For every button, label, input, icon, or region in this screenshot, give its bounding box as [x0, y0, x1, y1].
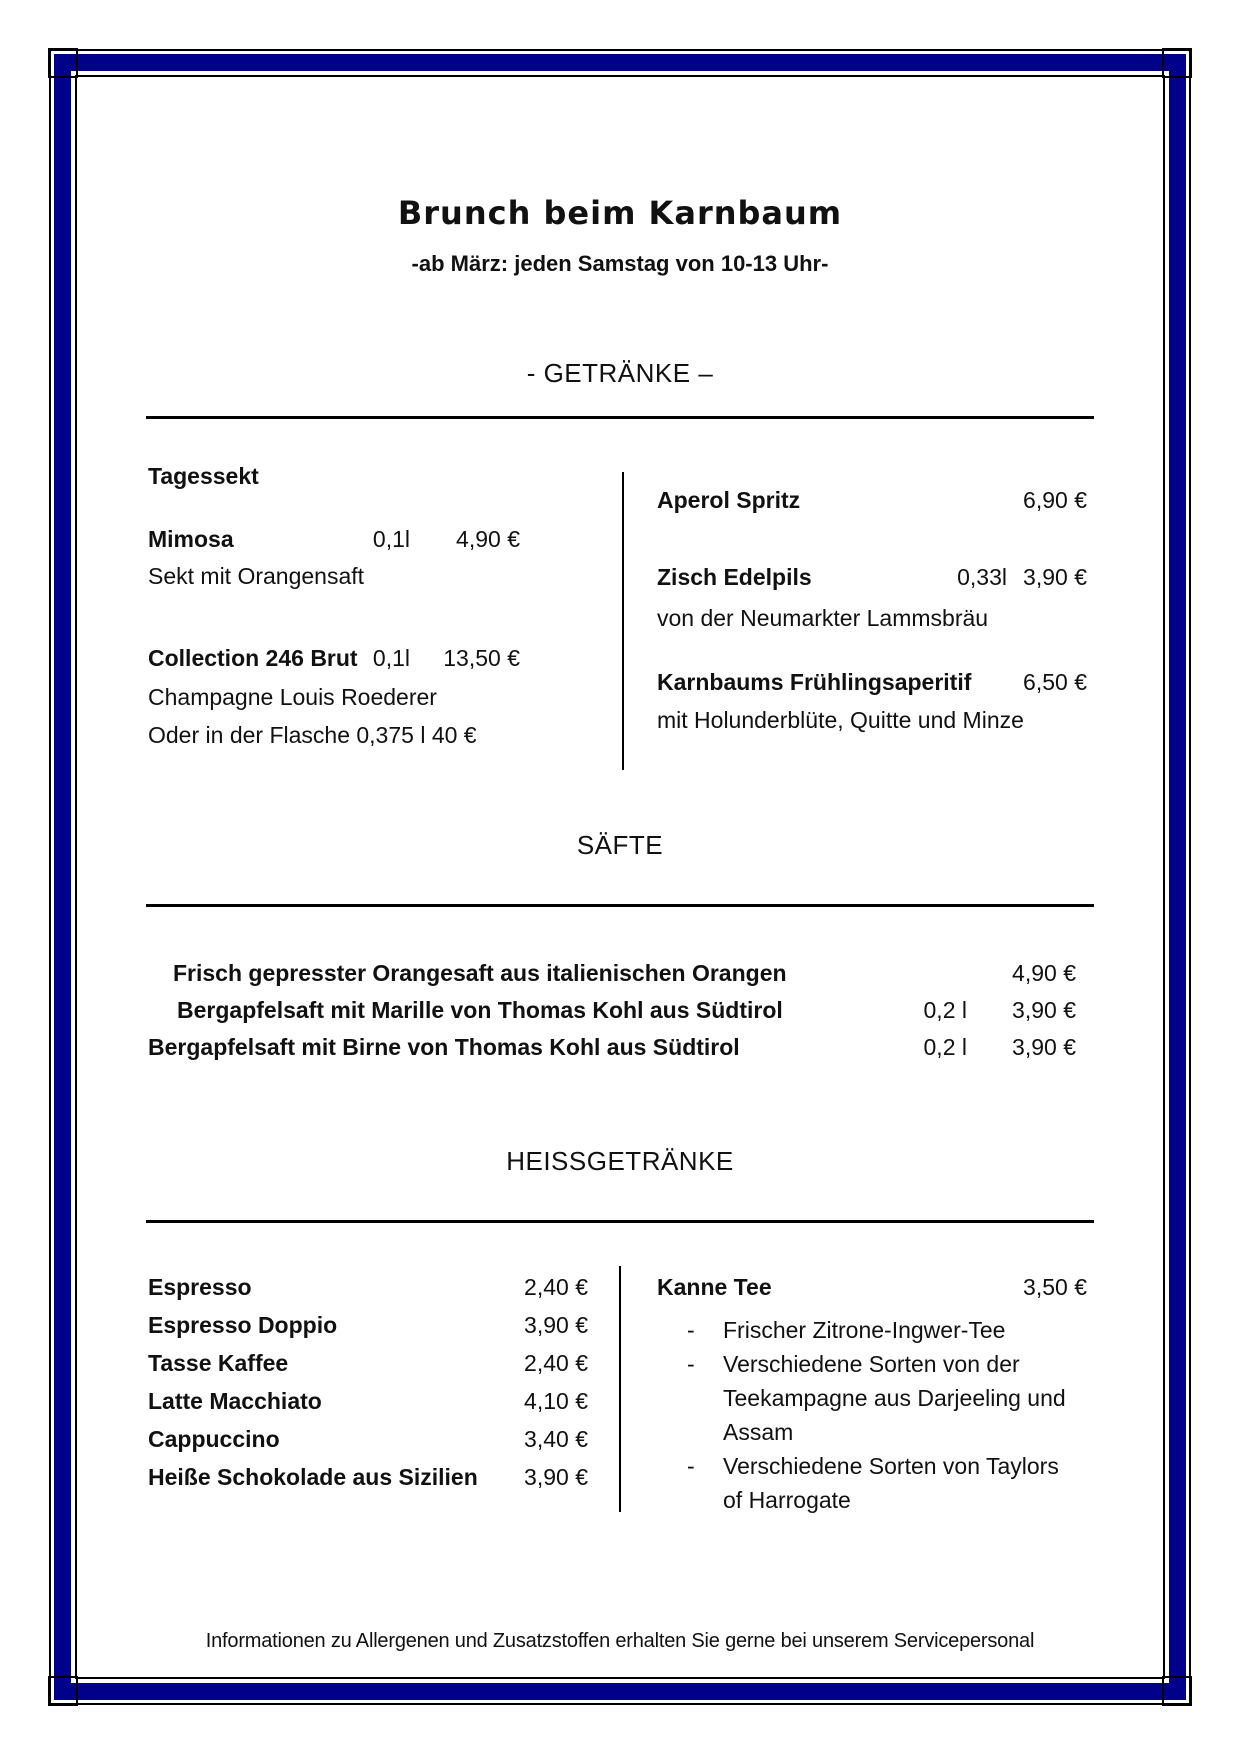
menu-item-fruehlingsaperitif: [657, 669, 1087, 697]
juice-row: [148, 960, 1076, 987]
item-name: Heiße Schokolade aus Sizilien: [148, 1464, 478, 1490]
hot-drink-row: [148, 1312, 588, 1339]
item-price: 3,50 €: [1023, 1274, 1087, 1300]
item-name: Latte Macchiato: [148, 1388, 322, 1414]
page-title: Brunch beim Karnbaum: [397, 194, 843, 232]
item-name: Bergapfelsaft mit Marille von Thomas Kohl aus Südtirol: [177, 997, 783, 1023]
tea-variety-item: [687, 1449, 1087, 1517]
item-price: 6,90 €: [1023, 487, 1087, 513]
item-size: 0,1l: [372, 526, 410, 552]
tea-variety-list: [687, 1313, 1087, 1517]
allergen-notice: Informationen zu Allergenen und Zusatzstoffen erhalten Sie gerne bei unserem Servicepersonal: [205, 1630, 1035, 1652]
hot-drink-row: [148, 1388, 588, 1415]
border-corner-square: [1162, 48, 1192, 78]
item-name: Tasse Kaffee: [148, 1350, 289, 1376]
item-description: Oder in der Flasche 0,375 l 40 €: [148, 722, 477, 748]
tea-variety-text: Verschiedene Sorten von der Teekampagne aus Darjeeling und Assam: [723, 1351, 1066, 1445]
item-price: 4,90 €: [456, 526, 520, 552]
menu-item-aperol-spritz: [657, 487, 1087, 515]
item-name: Espresso: [148, 1274, 252, 1300]
item-price: 2,40 €: [524, 1350, 588, 1376]
column-divider: [622, 472, 624, 770]
item-description: Sekt mit Orangensaft: [148, 563, 365, 589]
border-corner-square: [48, 48, 78, 78]
section-heading-getraenke: - GETRÄNKE –: [526, 358, 714, 388]
item-description: von der Neumarkter Lammsbräu: [657, 605, 989, 631]
hot-drink-row: [148, 1464, 588, 1491]
item-price: 4,90 €: [1012, 960, 1076, 986]
hot-drink-row: [148, 1426, 588, 1453]
section-heading-heissgetraenke: HEISSGETRÄNKE: [506, 1146, 734, 1176]
item-name: Mimosa: [148, 526, 234, 552]
section-heading-saefte: SÄFTE: [576, 830, 664, 860]
item-price: 3,90 €: [1012, 1034, 1076, 1060]
hot-drink-row: [148, 1350, 588, 1377]
item-price: 3,90 €: [524, 1312, 588, 1338]
hot-drink-row: [148, 1274, 588, 1301]
menu-item-mimosa: [148, 526, 520, 554]
bullet-dash: -: [687, 1351, 695, 1377]
item-price: 4,10 €: [524, 1388, 588, 1414]
item-price: 6,50 €: [1023, 669, 1087, 695]
item-price: 13,50 €: [443, 645, 520, 671]
item-name: Cappuccino: [148, 1426, 280, 1452]
section-rule: [146, 1220, 1094, 1223]
item-name: Espresso Doppio: [148, 1312, 338, 1338]
item-name: Aperol Spritz: [657, 487, 801, 513]
item-price: 3,40 €: [524, 1426, 588, 1452]
tea-variety-text: Frischer Zitrone-Ingwer-Tee: [723, 1317, 1006, 1343]
section-rule: [146, 416, 1094, 419]
menu-item-collection-246-brut: [148, 645, 520, 673]
tea-variety-item: [687, 1313, 1087, 1347]
tea-variety-item: [687, 1347, 1087, 1449]
item-name: Frisch gepresster Orangesaft aus italienischen Orangen: [173, 960, 787, 986]
item-price: 3,90 €: [1023, 564, 1087, 590]
item-description: Champagne Louis Roederer: [148, 684, 437, 710]
border-corner-square: [48, 1676, 78, 1706]
juice-row: [148, 1034, 1076, 1061]
item-size: 0,1l: [372, 645, 410, 671]
bullet-dash: -: [687, 1453, 695, 1479]
tea-variety-text: Verschiedene Sorten von Taylors of Harrogate: [723, 1453, 1059, 1513]
column-divider: [619, 1266, 621, 1512]
item-size: 0,2 l: [923, 1034, 967, 1060]
item-price: 3,90 €: [1012, 997, 1076, 1023]
item-price: 3,90 €: [524, 1464, 588, 1490]
item-price: 2,40 €: [524, 1274, 588, 1300]
item-name: Collection 246 Brut: [148, 645, 358, 671]
section-rule: [146, 904, 1094, 907]
menu-item-zisch-edelpils: [657, 564, 1087, 592]
item-description: mit Holunderblüte, Quitte und Minze: [657, 707, 1024, 733]
item-size: 0,2 l: [923, 997, 967, 1023]
item-name: Tagessekt: [148, 463, 259, 489]
item-name: Karnbaums Frühlingsaperitif: [657, 669, 972, 695]
page-subtitle: -ab März: jeden Samstag von 10-13 Uhr-: [411, 251, 829, 276]
item-name: Bergapfelsaft mit Birne von Thomas Kohl aus Südtirol: [148, 1034, 740, 1060]
hot-drink-row-kanne-tee: [657, 1274, 1087, 1301]
menu-item-tagessekt: [148, 463, 520, 491]
item-name: Zisch Edelpils: [657, 564, 812, 590]
juice-row: [148, 997, 1076, 1024]
bullet-dash: -: [687, 1317, 695, 1343]
item-name: Kanne Tee: [657, 1274, 772, 1300]
item-size: 0,33l: [957, 564, 1007, 590]
border-corner-square: [1162, 1676, 1192, 1706]
